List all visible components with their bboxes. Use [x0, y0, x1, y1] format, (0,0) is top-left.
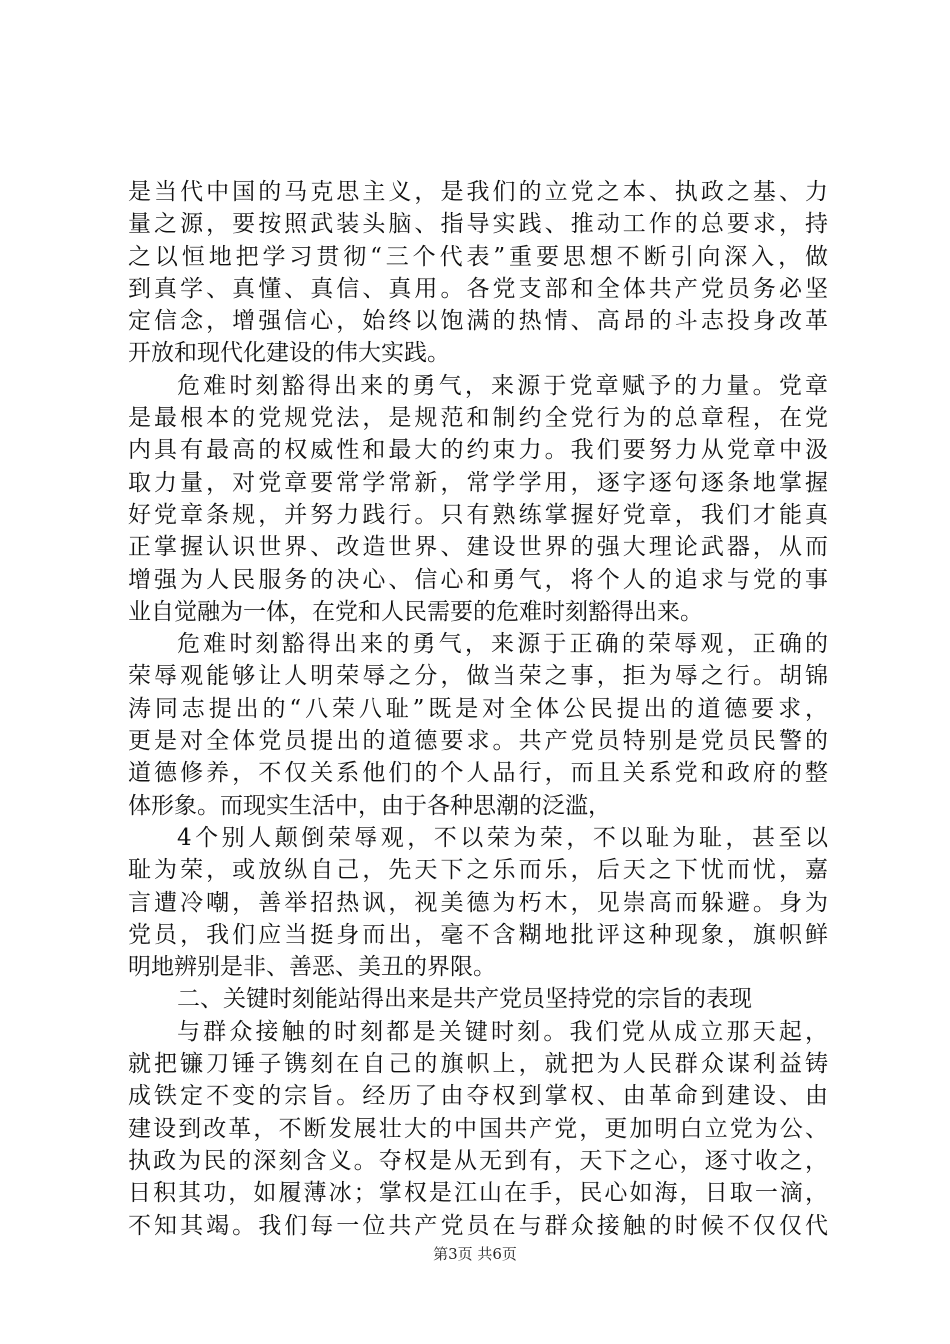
paragraph [128, 822, 828, 983]
text-line: 建设到改革，不断发展壮大的中国共产党，更加明白立党为公、 [128, 1115, 828, 1142]
page-footer [0, 1244, 950, 1264]
paragraph [128, 983, 828, 1015]
text-line: 到真学、真懂、真信、真用。各党支部和全体共产党员务必坚 [128, 275, 828, 302]
document-body [128, 176, 828, 1242]
text-line: 是当代中国的马克思主义，是我们的立党之本、执政之基、力 [128, 179, 828, 205]
text-line: 是最根本的党规党法，是规范和制约全党行为的总章程，在党 [128, 405, 828, 432]
page-number-label: 第3页 共6页 [433, 1245, 517, 1263]
text-line: 取力量，对党章要常学常新，常学学用，逐字逐句逐条地掌握 [128, 469, 828, 496]
text-line: 增强为人民服务的决心、信心和勇气，将个人的追求与党的事 [128, 566, 828, 593]
text-line: 定信念，增强信心，始终以饱满的热情、高昂的斗志投身改革 [128, 308, 828, 335]
text-line: 危难时刻豁得出来的勇气，来源于正确的荣辱观，正确的 [177, 631, 828, 658]
text-line: 执政为民的深刻含义。夺权是从无到有，天下之心，逐寸收之， [128, 1147, 828, 1174]
text-line: 正掌握认识世界、改造世界、建设世界的强大理论武器，从而 [128, 534, 828, 561]
text-line: 体形象。而现实生活中，由于各种思潮的泛滥， [128, 792, 611, 819]
text-line: 荣辱观能够让人明荣辱之分，做当荣之事，拒为辱之行。胡锦 [128, 663, 828, 690]
text-line: 日积其功，如履薄冰；掌权是江山在手，民心如海，日取一滴， [128, 1180, 828, 1207]
text-line: 开放和现代化建设的伟大实践。 [128, 340, 450, 367]
text-line: 明地辨别是非、善恶、美丑的界限。 [128, 954, 496, 981]
text-line: 4个别人颠倒荣辱观，不以荣为荣，不以耻为耻，甚至以 [177, 824, 828, 851]
paragraph [128, 176, 828, 370]
text-line: 量之源，要按照武装头脑、指导实践、推动工作的总要求，持 [128, 211, 828, 238]
text-line: 就把镰刀锤子镌刻在自己的旗帜上，就把为人民群众谋利益铸 [128, 1051, 828, 1078]
text-line: 危难时刻豁得出来的勇气，来源于党章赋予的力量。党章 [177, 372, 828, 399]
text-line: 与群众接触的时刻都是关键时刻。我们党从成立那天起， [177, 1018, 828, 1045]
text-line: 成铁定不变的宗旨。经历了由夺权到掌权、由革命到建设、由 [128, 1083, 828, 1110]
text-line: 之以恒地把学习贯彻“三个代表”重要思想不断引向深入，做 [128, 243, 828, 270]
text-line: 党员，我们应当挺身而出，毫不含糊地批评这种现象，旗帜鲜 [128, 921, 828, 948]
paragraph [128, 628, 828, 822]
text-line: 道德修养，不仅关系他们的个人品行，而且关系党和政府的整 [128, 760, 828, 787]
text-line: 二、关键时刻能站得出来是共产党员坚持党的宗旨的表现 [177, 986, 752, 1013]
text-line: 业自觉融为一体，在党和人民需要的危难时刻豁得出来。 [128, 598, 703, 625]
text-line: 内具有最高的权威性和最大的约束力。我们要努力从党章中汲 [128, 437, 828, 464]
paragraph [128, 370, 828, 628]
text-line: 言遭冷嘲，善举招热讽，视美德为朽木，见崇高而躲避。身为 [128, 889, 828, 916]
text-line: 更是对全体党员提出的道德要求。共产党员特别是党员民警的 [128, 728, 828, 755]
text-line: 耻为荣，或放纵自己，先天下之乐而乐，后天之下忧而忧，嘉 [128, 857, 828, 884]
text-line: 不知其竭。我们每一位共产党员在与群众接触的时候不仅仅代 [128, 1212, 828, 1239]
text-line: 涛同志提出的“八荣八耻”既是对全体公民提出的道德要求， [128, 695, 828, 722]
paragraph [128, 1016, 828, 1242]
text-line: 好党章条规，并努力践行。只有熟练掌握好党章，我们才能真 [128, 501, 828, 528]
